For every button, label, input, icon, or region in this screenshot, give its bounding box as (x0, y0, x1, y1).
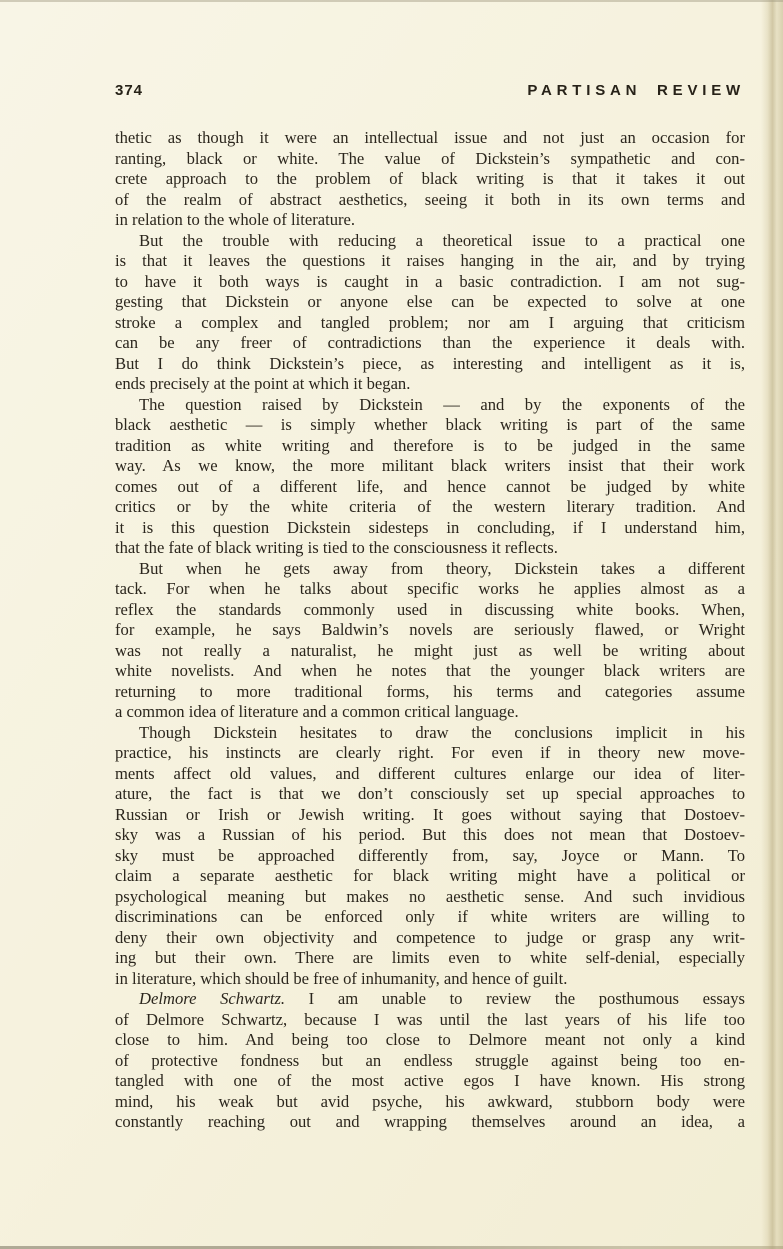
text-line: stroke a complex and tangled problem; nor am I arguing that criticism (115, 312, 745, 332)
page-number: 374 (115, 82, 144, 99)
text-line: ranting, black or white. The value of Dickstein’s sympathetic and con- (115, 148, 745, 168)
text-line: mind, his weak but avid psyche, his awkward, stubborn body were (115, 1091, 745, 1111)
text-line: Russian or Irish or Jewish writing. It goes without saying that Dostoev- (115, 804, 745, 824)
text-line: discriminations can be enforced only if white writers are willing to (115, 907, 745, 926)
text-line: Though Dickstein hesitates to draw the conclusions implicit in his (139, 722, 745, 742)
paragraph (115, 128, 745, 231)
text-line: gesting that Dickstein or anyone else can be expected to solve at one (115, 292, 745, 311)
text-line: ends precisely at the point at which it began. (115, 374, 411, 393)
paragraph (115, 559, 745, 723)
text-line: is that it leaves the questions it raises hanging in the air, and by trying (115, 251, 745, 270)
text-line: black aesthetic — is simply whether black writing is part of the same (115, 415, 745, 434)
text-line: sky must be approached differently from, say, Joyce or Mann. To (115, 845, 745, 865)
text-line: for example, he says Baldwin’s novels are seriously flawed, or Wright (115, 620, 745, 639)
text-line: The question raised by Dickstein — and by the exponents of the (139, 394, 745, 414)
text-line: deny their own objectivity and competence to judge or grasp any writ- (115, 927, 745, 947)
journal-title: PARTISAN REVIEW (527, 82, 745, 99)
text-line: But when he gets away from theory, Dickstein takes a different (139, 558, 745, 578)
text-line: tradition as white writing and therefore is to be judged in the same (115, 435, 745, 455)
text-line: Delmore Schwartz. I am unable to review the posthumous essays (139, 989, 745, 1008)
running-header (115, 82, 745, 102)
text-line: claim a separate aesthetic for black writing might have a political or (115, 866, 745, 885)
page-edge-shadow (761, 0, 783, 1249)
text-line: it is this question Dickstein sidesteps in concluding, if I understand him, (115, 517, 745, 537)
text-line: But I do think Dickstein’s piece, as interesting and intelligent as it is, (115, 353, 745, 373)
paragraph (115, 723, 745, 990)
text-line: to have it both ways is caught in a basic contradiction. I am not sug- (115, 271, 745, 291)
text-line: critics or by the white criteria of the western literary tradition. And (115, 497, 745, 516)
text-line: of protective fondness but an endless struggle against being too en- (115, 1050, 745, 1070)
paragraph (115, 989, 745, 1133)
text-line: can be any freer of contradictions than the experience it deals with. (115, 333, 745, 352)
body-text (115, 128, 745, 1133)
text-line: of the realm of abstract aesthetics, seeing it both in its own terms and (115, 189, 745, 209)
italic-lead: Delmore Schwartz. (139, 989, 286, 1008)
text-line: practice, his instincts are clearly right. For even if in theory new move- (115, 743, 745, 762)
text-line: ature, the fact is that we don’t consciously set up special approaches to (115, 784, 745, 803)
text-line: a common idea of literature and a common critical language. (115, 702, 519, 721)
paragraph (115, 395, 745, 559)
text-line: was not really a naturalist, he might just as well be writing about (115, 640, 745, 660)
text-line: in literature, which should be free of inhumanity, and hence of guilt. (115, 968, 568, 988)
text-line: reflex the standards commonly used in discussing white books. When, (115, 599, 745, 619)
text-line: constantly reaching out and wrapping themselves around an idea, a (115, 1112, 745, 1131)
text-line: But the trouble with reducing a theoretical issue to a practical one (139, 230, 745, 250)
text-line: close to him. And being too close to Delmore meant not only a kind (115, 1030, 745, 1049)
text-line: comes out of a different life, and hence cannot be judged by white (115, 476, 745, 496)
text-line: thetic as though it were an intellectual issue and not just an occasion for (115, 128, 745, 147)
text-line: ments affect old values, and different cultures enlarge our idea of liter- (115, 763, 745, 783)
text-line: that the fate of black writing is tied to the consciousness it reflects. (115, 538, 558, 557)
text-line: crete approach to the problem of black writing is that it takes it out (115, 169, 745, 188)
text-line: white novelists. And when he notes that the younger black writers are (115, 661, 745, 680)
text-line: ing but their own. There are limits even to white self-denial, especially (115, 948, 745, 967)
text-line: sky was a Russian of his period. But this does not mean that Dostoev- (115, 825, 745, 844)
text-line: psychological meaning but makes no aesthetic sense. And such invidious (115, 886, 745, 906)
text-line: of Delmore Schwartz, because I was until the last years of his life too (115, 1009, 745, 1029)
text-line: in relation to the whole of literature. (115, 210, 356, 229)
scan-top-edge (0, 0, 783, 2)
text-line: returning to more traditional forms, his terms and categories assume (115, 681, 745, 701)
text-line: tangled with one of the most active egos I have known. His strong (115, 1071, 745, 1090)
paragraph (115, 231, 745, 395)
text-line: tack. For when he talks about specific works he applies almost as a (115, 579, 745, 598)
text-line: way. As we know, the more militant black writers insist that their work (115, 456, 745, 475)
